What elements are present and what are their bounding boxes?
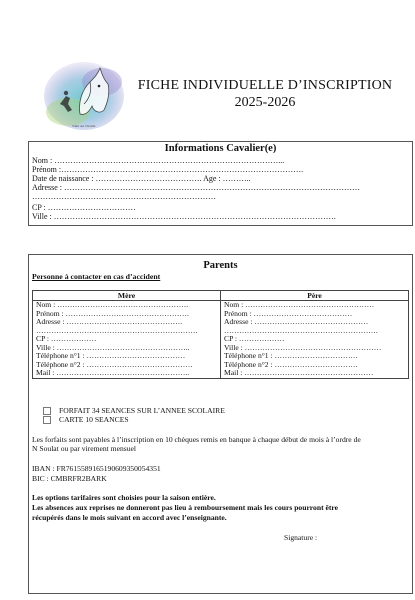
rider-birthdate-field[interactable]: Date de naissance : …………………………………. Age : ……….. <box>32 174 251 183</box>
checkbox-icon[interactable] <box>43 416 51 424</box>
parents-section <box>28 254 413 594</box>
rider-city-field[interactable]: Ville : ……………………………………………………………………………………………. <box>32 212 336 221</box>
father-city-field[interactable]: Ville : ……………………………………………… <box>221 344 409 353</box>
father-address-field-2[interactable]: ……………………………………………………. <box>221 327 409 336</box>
payment-text-2: N Soulat ou par virement mensuel <box>32 444 136 453</box>
option-carte[interactable] <box>43 415 129 424</box>
column-father: Père <box>221 291 409 301</box>
option-forfait[interactable] <box>43 406 225 415</box>
bic-text: BIC : CMBRFR2BARK <box>32 474 107 483</box>
father-zip-field[interactable]: CP : ……………… <box>221 335 409 344</box>
mother-address-field[interactable]: Adresse : ………………………………………. <box>33 318 221 327</box>
rider-info-section <box>28 141 413 226</box>
father-phone2-field[interactable]: Téléphone n°2 : …………………………… <box>221 361 409 370</box>
option-carte-label: CARTE 10 SEANCES <box>59 415 129 424</box>
iban-text: IBAN : FR7615589165190609350054351 <box>32 464 161 473</box>
option-forfait-label: FORFAIT 34 SEANCES SUR L’ANNEE SCOLAIRE <box>59 406 225 415</box>
mother-name-field[interactable]: Nom : ……………………………………………. <box>33 301 221 310</box>
form-title: FICHE INDIVIDUELLE D’INSCRIPTION <box>137 78 393 93</box>
mother-phone2-field[interactable]: Téléphone n°2 : …………………………………… <box>33 361 221 370</box>
rider-address-field-2[interactable]: …………………………………………………………… <box>32 192 216 201</box>
father-firstname-field[interactable]: Prénom : ………………………………… <box>221 310 409 319</box>
club-logo <box>38 52 130 132</box>
mother-city-field[interactable]: Ville : …………………………………………….. <box>33 344 221 353</box>
column-mother: Mère <box>33 291 221 301</box>
logo-subtext: Saint sur Chanin <box>72 124 96 128</box>
form-year: 2025-2026 <box>234 95 296 110</box>
notice-text-1: Les options tarifaires sont choisies pour la saison entière. <box>32 493 216 502</box>
mother-firstname-field[interactable]: Prénom : …………………………………………. <box>33 310 221 319</box>
mother-zip-field[interactable]: CP : ……………… <box>33 335 221 344</box>
rider-firstname-field[interactable]: Prénom :………………………………………………………………………………. <box>32 165 304 174</box>
rider-address-field[interactable]: Adresse : ………………………………………………………………………………………………… <box>32 183 360 192</box>
signature-label[interactable]: Signature : <box>284 533 318 542</box>
mother-address-field-2[interactable]: ………………………………………………………. <box>33 327 221 336</box>
rider-name-field[interactable]: Nom : …………………………………………………………………………... <box>32 156 285 165</box>
mother-mail-field[interactable]: Mail : …………………………………………….. <box>33 369 221 378</box>
rider-info-title: Informations Cavalier(e) <box>164 143 277 154</box>
notice-text-3: récupérés dans le mois suivant en accord avec l’enseignante. <box>32 513 227 522</box>
father-phone1-field[interactable]: Téléphone n°1 : …………………………… <box>221 352 409 361</box>
mother-phone1-field[interactable]: Téléphone n°1 : ………………………………… <box>33 352 221 361</box>
notice-text-2: Les absences aux reprises ne donneront pas lieu à remboursement mais les cours pourront être <box>32 503 338 512</box>
father-mail-field[interactable]: Mail : …………………………………………… <box>221 369 409 378</box>
father-name-field[interactable]: Nom : …………………………………………… <box>221 301 409 310</box>
emergency-contact-label: Personne à contacter en cas d’accident <box>32 272 161 281</box>
parents-table <box>32 290 409 379</box>
payment-text: Les forfaits sont payables à l’inscription en 10 chèques remis en banque à chaque début de mois à l’ordre de <box>32 435 361 444</box>
rider-zip-field[interactable]: CP : …………………………… <box>32 203 136 212</box>
father-address-field[interactable]: Adresse : ……………………………………… <box>221 318 409 327</box>
parents-title: Parents <box>203 260 238 271</box>
